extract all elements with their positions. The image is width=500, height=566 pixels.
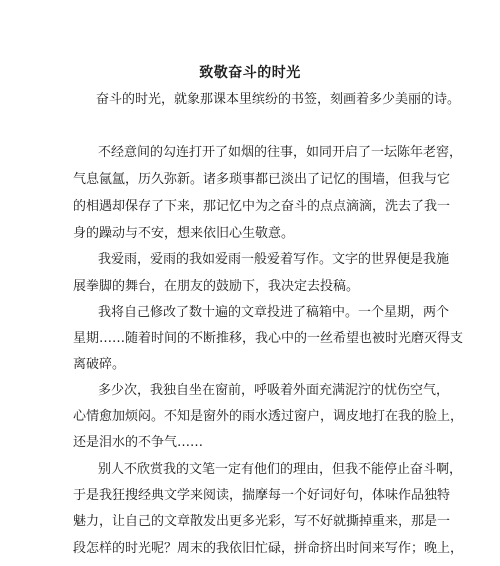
text-line: 离破碎。 xyxy=(73,357,126,372)
text-line: 展拳脚的舞台，在朋友的鼓励下，我决定去投稿。 xyxy=(73,279,360,294)
text-line: 不经意间的勾连打开了如烟的往事，如同开启了一坛陈年老窖， xyxy=(98,145,463,160)
text-line: 还是泪水的不争气…… xyxy=(73,435,204,450)
text-line: 心情愈加烦闷。不知是窗外的雨水透过窗户，调皮地打在我的脸上， xyxy=(73,409,464,424)
text-line: 别人不欣赏我的文笔一定有他们的理由，但我不能停止奋斗啊， xyxy=(98,462,463,477)
text-line: 多少次，我独自坐在窗前，呼吸着外面充满泥泞的忧伤空气， xyxy=(98,383,450,398)
text-line: 我将自己修改了数十遍的文章投进了稿箱中。一个星期，两个 xyxy=(98,305,450,320)
document-title: 致敬奋斗的时光 xyxy=(199,65,301,81)
document-subtitle: 奋斗的时光，就象那课本里缤纷的书签，刻画着多少美丽的诗。 xyxy=(96,92,461,107)
text-line: 气息氤氲，历久弥新。诸多琐事都已淡出了记忆的围墙，但我与它 xyxy=(73,172,451,187)
text-line: 的相遇却保存了下来，那记忆中为之奋斗的点点滴滴，洗去了我一 xyxy=(73,199,451,214)
text-line: 身的躁动与不安，想来依旧心生敬意。 xyxy=(73,226,295,241)
text-line: 于是我狂搜经典文学来阅读，揣摩每一个好词好句，体味作品独特 xyxy=(73,488,451,503)
text-line: 我爱雨，爱雨的我如爱雨一般爱着写作。文字的世界便是我施 xyxy=(98,252,450,267)
text-line: 段怎样的时光呢？周末的我依旧忙碌，拼命挤出时间来写作；晚上， xyxy=(73,541,464,556)
text-line: 魅力，让自己的文章散发出更多光彩，写不好就撕掉重来，那是一 xyxy=(73,514,451,529)
text-line: 星期……随着时间的不断推移，我心中的一丝希望也被时光磨灭得支 xyxy=(73,331,464,346)
